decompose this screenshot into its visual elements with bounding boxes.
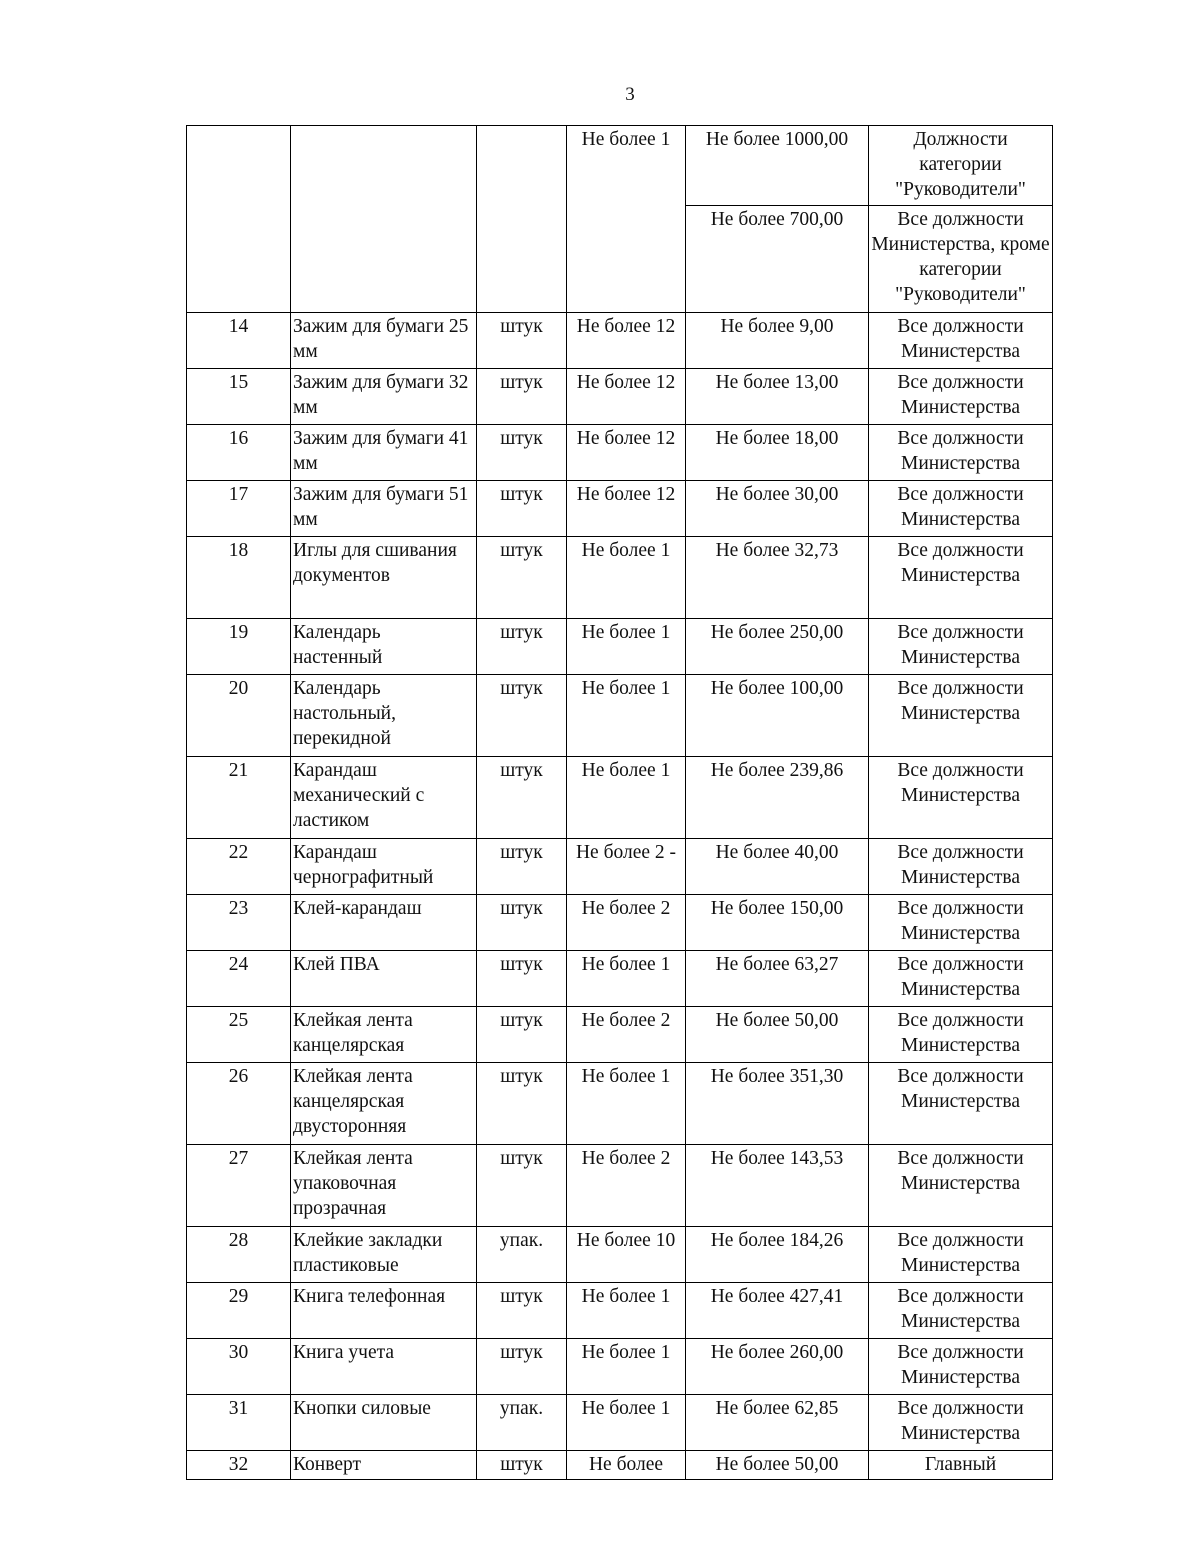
price-cell: Не более 700,00 <box>686 206 869 313</box>
row-number-cell: 31 <box>187 1395 291 1451</box>
item-name-cell: Зажим для бумаги 32 мм <box>291 369 477 425</box>
unit-cell: штук <box>477 1283 567 1339</box>
positions-cell: Все должности Министерства <box>869 369 1053 425</box>
qty-cell: Не более 1 <box>567 1339 686 1395</box>
positions-cell: Все должности Министерства <box>869 1145 1053 1227</box>
empty-cell <box>477 126 567 313</box>
price-cell: Не более 13,00 <box>686 369 869 425</box>
item-name-cell: Книга телефонная <box>291 1283 477 1339</box>
continuation-row <box>187 126 1053 206</box>
positions-cell: Все должности Министерства <box>869 1063 1053 1145</box>
positions-cell: Все должности Министерства <box>869 1395 1053 1451</box>
table-row <box>187 1339 1053 1395</box>
positions-cell: Все должности Министерства <box>869 757 1053 839</box>
item-name-cell: Клейкая лента упаковочная прозрачная <box>291 1145 477 1227</box>
row-number-cell: 24 <box>187 951 291 1007</box>
unit-cell: упак. <box>477 1227 567 1283</box>
positions-cell: Все должности Министерства <box>869 1227 1053 1283</box>
qty-cell: Не более 1 <box>567 951 686 1007</box>
price-cell: Не более 351,30 <box>686 1063 869 1145</box>
price-cell: Не более 50,00 <box>686 1007 869 1063</box>
unit-cell: штук <box>477 675 567 757</box>
norms-table <box>186 125 1053 1480</box>
price-cell: Не более 1000,00 <box>686 126 869 206</box>
item-name-cell: Зажим для бумаги 25 мм <box>291 313 477 369</box>
row-number-cell: 14 <box>187 313 291 369</box>
row-number-cell: 26 <box>187 1063 291 1145</box>
table-row <box>187 951 1053 1007</box>
row-number-cell: 15 <box>187 369 291 425</box>
table-row <box>187 369 1053 425</box>
item-name-cell: Календарь настенный <box>291 619 477 675</box>
qty-cell: Не более 10 <box>567 1227 686 1283</box>
positions-cell: Все должности Министерства <box>869 951 1053 1007</box>
price-cell: Не более 40,00 <box>686 839 869 895</box>
price-cell: Не более 184,26 <box>686 1227 869 1283</box>
unit-cell: штук <box>477 895 567 951</box>
table-row <box>187 537 1053 619</box>
row-number-cell: 18 <box>187 537 291 619</box>
price-cell: Не более 62,85 <box>686 1395 869 1451</box>
row-number-cell: 23 <box>187 895 291 951</box>
row-number-cell: 22 <box>187 839 291 895</box>
table-row <box>187 839 1053 895</box>
unit-cell: штук <box>477 537 567 619</box>
positions-cell: Все должности Министерства <box>869 425 1053 481</box>
row-number-cell: 20 <box>187 675 291 757</box>
row-number-cell: 28 <box>187 1227 291 1283</box>
price-cell: Не более 260,00 <box>686 1339 869 1395</box>
positions-cell: Все должности Министерства <box>869 1339 1053 1395</box>
qty-cell: Не более 12 <box>567 369 686 425</box>
unit-cell: штук <box>477 369 567 425</box>
price-cell: Не более 100,00 <box>686 675 869 757</box>
empty-cell <box>187 126 291 313</box>
positions-cell: Все должности Министерства <box>869 481 1053 537</box>
item-name-cell: Зажим для бумаги 41 мм <box>291 425 477 481</box>
table-row <box>187 1145 1053 1227</box>
qty-cell: Не более 2 <box>567 895 686 951</box>
price-cell: Не более 18,00 <box>686 425 869 481</box>
row-number-cell: 25 <box>187 1007 291 1063</box>
unit-cell: штук <box>477 619 567 675</box>
positions-cell: Должности категории "Руководители" <box>869 126 1053 206</box>
price-cell: Не более 143,53 <box>686 1145 869 1227</box>
qty-cell: Не более 2 <box>567 1145 686 1227</box>
item-name-cell: Иглы для сшивания документов <box>291 537 477 619</box>
row-number-cell: 29 <box>187 1283 291 1339</box>
table-row <box>187 675 1053 757</box>
table-row <box>187 1451 1053 1480</box>
price-cell: Не более 30,00 <box>686 481 869 537</box>
row-number-cell: 32 <box>187 1451 291 1480</box>
unit-cell: штук <box>477 425 567 481</box>
row-number-cell: 19 <box>187 619 291 675</box>
qty-cell: Не более <box>567 1451 686 1480</box>
price-cell: Не более 427,41 <box>686 1283 869 1339</box>
unit-cell: штук <box>477 1145 567 1227</box>
positions-cell: Все должности Министерства, кроме категории "Руководители" <box>869 206 1053 313</box>
price-cell: Не более 150,00 <box>686 895 869 951</box>
positions-cell: Главный <box>869 1451 1053 1480</box>
unit-cell: штук <box>477 1339 567 1395</box>
unit-cell: штук <box>477 757 567 839</box>
item-name-cell: Конверт <box>291 1451 477 1480</box>
price-cell: Не более 50,00 <box>686 1451 869 1480</box>
unit-cell: штук <box>477 951 567 1007</box>
qty-cell: Не более 1 <box>567 1283 686 1339</box>
price-cell: Не более 250,00 <box>686 619 869 675</box>
table-row <box>187 895 1053 951</box>
row-number-cell: 21 <box>187 757 291 839</box>
page-number: 3 <box>625 84 635 105</box>
positions-cell: Все должности Министерства <box>869 675 1053 757</box>
table-row <box>187 619 1053 675</box>
table-row <box>187 313 1053 369</box>
table-row <box>187 1395 1053 1451</box>
price-cell: Не более 9,00 <box>686 313 869 369</box>
unit-cell: штук <box>477 1063 567 1145</box>
item-name-cell: Книга учета <box>291 1339 477 1395</box>
table-row <box>187 1007 1053 1063</box>
row-number-cell: 16 <box>187 425 291 481</box>
price-cell: Не более 32,73 <box>686 537 869 619</box>
item-name-cell: Клейкая лента канцелярская <box>291 1007 477 1063</box>
qty-cell: Не более 1 <box>567 1063 686 1145</box>
item-name-cell: Клейкие закладки пластиковые <box>291 1227 477 1283</box>
unit-cell: штук <box>477 839 567 895</box>
qty-cell: Не более 2 <box>567 1007 686 1063</box>
table-row <box>187 1063 1053 1145</box>
price-cell: Не более 63,27 <box>686 951 869 1007</box>
item-name-cell: Карандаш чернографитный <box>291 839 477 895</box>
unit-cell: штук <box>477 1007 567 1063</box>
qty-cell: Не более 12 <box>567 313 686 369</box>
item-name-cell: Кнопки силовые <box>291 1395 477 1451</box>
unit-cell: штук <box>477 1451 567 1480</box>
positions-cell: Все должности Министерства <box>869 1283 1053 1339</box>
positions-cell: Все должности Министерства <box>869 313 1053 369</box>
positions-cell: Все должности Министерства <box>869 895 1053 951</box>
item-name-cell: Клейкая лента канцелярская двусторонняя <box>291 1063 477 1145</box>
item-name-cell: Клей ПВА <box>291 951 477 1007</box>
table-row <box>187 1227 1053 1283</box>
table-row <box>187 425 1053 481</box>
positions-cell: Все должности Министерства <box>869 537 1053 619</box>
qty-cell: Не более 1 <box>567 619 686 675</box>
unit-cell: штук <box>477 481 567 537</box>
qty-cell: Не более 1 <box>567 126 686 313</box>
unit-cell: штук <box>477 313 567 369</box>
qty-cell: Не более 1 <box>567 757 686 839</box>
qty-cell: Не более 12 <box>567 425 686 481</box>
unit-cell: упак. <box>477 1395 567 1451</box>
item-name-cell: Календарь настольный, перекидной <box>291 675 477 757</box>
qty-cell: Не более 1 <box>567 1395 686 1451</box>
qty-cell: Не более 12 <box>567 481 686 537</box>
qty-cell: Не более 1 <box>567 675 686 757</box>
price-cell: Не более 239,86 <box>686 757 869 839</box>
positions-cell: Все должности Министерства <box>869 619 1053 675</box>
qty-cell: Не более 2 - <box>567 839 686 895</box>
row-number-cell: 17 <box>187 481 291 537</box>
item-name-cell: Карандаш механический с ластиком <box>291 757 477 839</box>
empty-cell <box>291 126 477 313</box>
table-row <box>187 481 1053 537</box>
positions-cell: Все должности Министерства <box>869 1007 1053 1063</box>
table-row <box>187 757 1053 839</box>
positions-cell: Все должности Министерства <box>869 839 1053 895</box>
row-number-cell: 27 <box>187 1145 291 1227</box>
item-name-cell: Зажим для бумаги 51 мм <box>291 481 477 537</box>
qty-cell: Не более 1 <box>567 537 686 619</box>
row-number-cell: 30 <box>187 1339 291 1395</box>
table-row <box>187 1283 1053 1339</box>
item-name-cell: Клей-карандаш <box>291 895 477 951</box>
